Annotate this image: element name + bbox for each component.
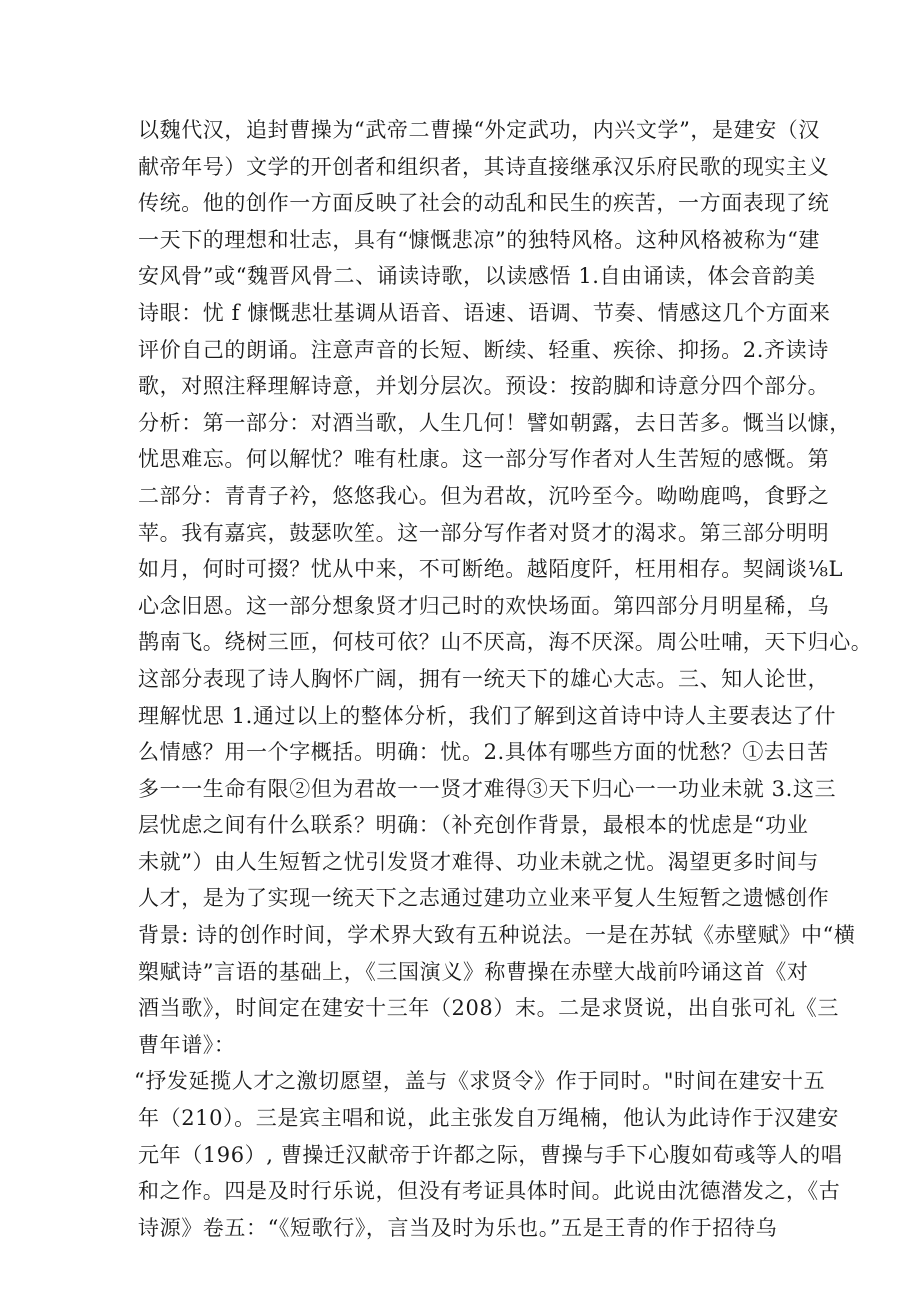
- text-line: 人才，是为了实现一统天下之志通过建功立业来平复人生短暂之遗憾创作: [138, 886, 830, 911]
- text-line: 分析：第一部分：对酒当歌，人生几何！譬如朝露，去日苦多。慨当以慷，: [138, 410, 851, 435]
- text-line: 酒当歌》，时间定在建安十三年（208）末。二是求贤说，出自张可礼《三: [138, 996, 839, 1021]
- text-line: 元年（196）, 曹操迁汉献帝于许都之际，曹操与手下心腹如荀彧等人的唱: [138, 1142, 843, 1167]
- text-line: 未就”）由人生短暂之忧引发贤才难得、功业未就之忧。渴望更多时间与: [138, 849, 819, 874]
- text-line: 以魏代汉，追封曹操为“武帝二曹操“外定武功，内兴文学”，是建安（汉: [138, 118, 821, 142]
- text-line: 这部分表现了诗人胸怀广阔，拥有一统天下的雄心大志。三、知人论世，: [138, 666, 830, 691]
- text-line: 心念旧恩。这一部分想象贤才归己时的欢快场面。第四部分月明星稀，乌: [138, 593, 830, 618]
- text-line: 忧思难忘。何以解忧？唯有杜康。这一部分写作者对人生苦短的感慨。第: [138, 447, 830, 472]
- text-line: 年（210）。三是宾主唱和说，此主张发自万绳楠，他认为此诗作于汉建安: [138, 1106, 839, 1131]
- text-line: 么情感？用一个字概括。明确：忧。2.具体有哪些方面的忧愁？①去日苦: [138, 740, 829, 765]
- text-line: 曹年谱》：: [138, 1032, 236, 1057]
- text-line: 多一一生命有限②但为君故一一贤才难得③天下归心一一功业未就 3.这三: [138, 776, 837, 801]
- text-line: 如月，何时可掇？忧从中来，不可断绝。越陌度阡，枉用相存。契阔谈⅛L: [138, 557, 844, 582]
- text-line: 和之作。四是及时行乐说，但没有考证具体时间。此说由沈德潜发之，《古: [138, 1179, 841, 1204]
- text-line: 安风骨”或“魏晋风骨二、诵读诗歌，以读感悟 1.自由诵读，体会音韵美: [138, 264, 816, 289]
- text-line: 层忧虑之间有什么联系？明确：（补充创作背景，最根本的忧虑是“功业: [138, 813, 809, 838]
- text-line: 评价自己的朗诵。注意声音的长短、断续、轻重、疾徐、抑扬。2.齐读诗: [138, 337, 829, 362]
- text-line: “抒发延揽人才之激切愿望，盖与《求贤令》作于同时。"时间在建安十五: [134, 1069, 826, 1094]
- text-line: 传统。他的创作一方面反映了社会的动乱和民生的疾苦，一方面表现了统: [138, 191, 830, 216]
- text-line: 诗眼：忧 f 慷慨悲壮基调从语音、语速、语调、节奏、情感这几个方面来: [138, 300, 831, 325]
- text-line: 一天下的理想和壮志，具有“慷慨悲凉”的独特风格。这种风格被称为“建: [138, 227, 821, 252]
- document-page: [134, 112, 873, 1246]
- text-line: 献帝年号）文学的开创者和组织者，其诗直接继承汉乐府民歌的现实主义: [138, 154, 830, 179]
- text-line: 鹊南飞。绕树三匝，何枝可依？山不厌高，海不厌深。周公吐哺，天下归心。: [138, 630, 873, 655]
- text-line: 背景: 诗的创作时间，学术界大致有五种说法。一是在苏轼《赤壁赋》中“横: [138, 923, 856, 948]
- text-line: 槊赋诗”言语的基础上，《三国演义》称曹操在赤壁大战前吟诵这首《对: [138, 959, 809, 984]
- text-line: 理解忧思 1.通过以上的整体分析，我们了解到这首诗中诗人主要表达了什: [138, 703, 837, 728]
- text-line: 诗源》卷五：“《短歌行》，言当及时为乐也。”五是王青的作于招待乌: [138, 1215, 778, 1240]
- text-line: 二部分：青青子衿，悠悠我心。但为君故，沉吟至今。呦呦鹿鸣，食野之: [138, 483, 830, 508]
- text-line: 歌，对照注释理解诗意，并划分层次。预设：按韵脚和诗意分四个部分。: [138, 374, 830, 399]
- text-line: 苹。我有嘉宾，鼓瑟吹笙。这一部分写作者对贤才的渴求。第三部分明明: [138, 520, 830, 545]
